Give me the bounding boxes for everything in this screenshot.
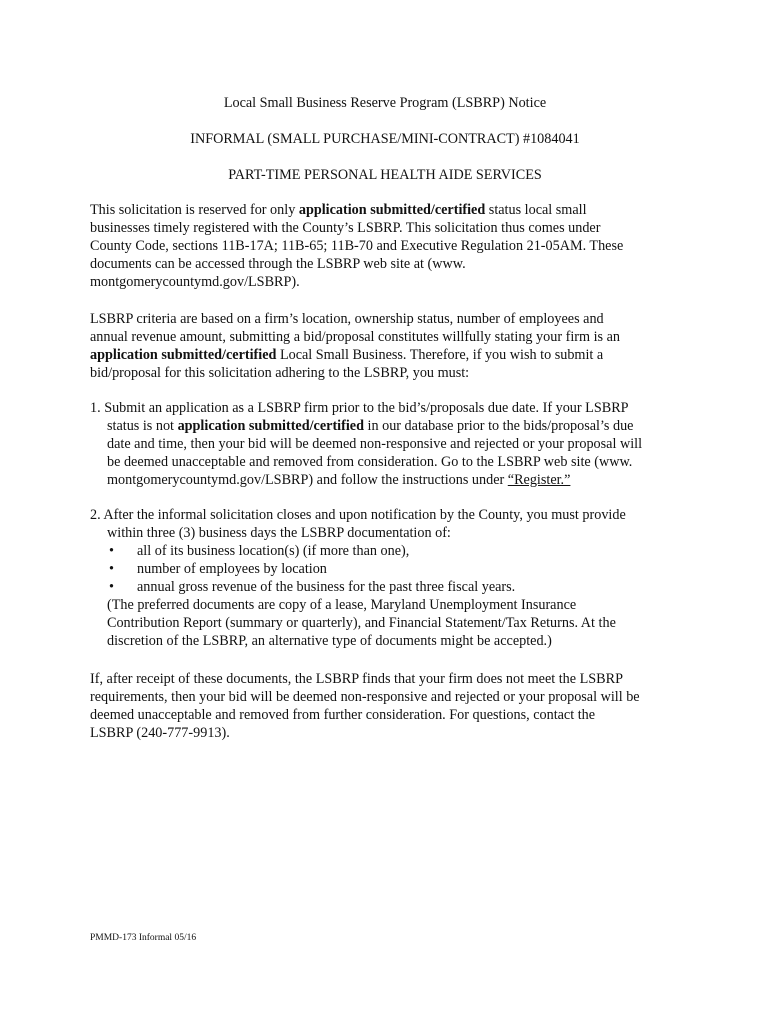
list-item	[90, 578, 626, 596]
text-line: 2. After the informal solicitation closes and upon notification by the County, you must provide	[90, 507, 626, 523]
text-run: status local small	[485, 202, 587, 218]
requirement-item-1	[90, 399, 642, 489]
text-line: County Code, sections 11B-17A; 11B-65; 11B-70 and Executive Regulation 21-05AM. These	[90, 238, 624, 254]
list-item-text: all of its business location(s) (if more than one),	[137, 543, 410, 559]
requirement-item-2	[90, 506, 626, 650]
text-line: Contribution Report (summary or quarterly), and Financial Statement/Tax Returns. At the	[107, 615, 616, 631]
intro-paragraph	[90, 201, 623, 291]
text-line: documents can be accessed through the LSBRP web site at (www.	[90, 256, 466, 272]
text-line: discretion of the LSBRP, an alternative type of documents might be accepted.)	[107, 633, 552, 649]
text-line: LSBRP criteria are based on a firm’s location, ownership status, number of employees and	[90, 311, 604, 327]
bullet-icon: •	[109, 543, 114, 559]
text-line: date and time, then your bid will be deemed non-responsive and rejected or your proposal will	[107, 436, 643, 452]
text-line: If, after receipt of these documents, the LSBRP finds that your firm does not meet the LSBRP	[90, 671, 623, 687]
bold-text: application submitted/certified	[298, 202, 486, 218]
document-title: Local Small Business Reserve Program (LSBRP) Notice	[223, 95, 547, 111]
text-line	[90, 346, 620, 364]
text-line: annual revenue amount, submitting a bid/proposal constitutes willfully stating your firm is an	[90, 329, 620, 345]
text-line	[90, 417, 642, 435]
contract-number: INFORMAL (SMALL PURCHASE/MINI-CONTRACT) #1084041	[190, 131, 580, 147]
list-item	[90, 542, 626, 560]
text-line: montgomerycountymd.gov/LSBRP).	[90, 274, 300, 290]
criteria-paragraph	[90, 310, 620, 382]
register-link[interactable]: “Register.”	[507, 472, 571, 488]
text-line	[90, 201, 623, 219]
text-run: This solicitation is reserved for only	[90, 202, 299, 218]
list-item	[90, 560, 626, 578]
bold-text: application submitted/certified	[90, 347, 277, 363]
bullet-icon: •	[109, 579, 114, 595]
text-line: requirements, then your bid will be deemed non-responsive and rejected or your proposal will be	[90, 689, 640, 705]
closing-paragraph	[90, 670, 640, 742]
text-run: montgomerycountymd.gov/LSBRP) and follow the instructions under	[107, 472, 508, 488]
form-footer: PMMD-173 Informal 05/16	[90, 933, 197, 943]
text-line: deemed unacceptable and removed from further consideration. For questions, contact the	[90, 707, 596, 723]
text-line	[90, 471, 642, 489]
text-line: bid/proposal for this solicitation adhering to the LSBRP, you must:	[90, 365, 470, 381]
bold-text: application submitted/certified	[177, 418, 364, 434]
text-line: (The preferred documents are copy of a lease, Maryland Unemployment Insurance	[107, 597, 577, 613]
list-item-text: annual gross revenue of the business for the past three fiscal years.	[137, 579, 516, 595]
text-run: in our database prior to the bids/proposal’s due	[363, 418, 634, 434]
text-line: 1. Submit an application as a LSBRP firm prior to the bid’s/proposals due date. If your LSBRP	[90, 400, 629, 416]
bullet-icon: •	[109, 561, 114, 577]
text-line: LSBRP (240-777-9913).	[90, 725, 230, 741]
list-item-text: number of employees by location	[137, 561, 327, 577]
text-line: be deemed unacceptable and removed from consideration. Go to the LSBRP web site (www.	[107, 454, 633, 470]
text-run: Local Small Business. Therefore, if you wish to submit a	[276, 347, 604, 363]
text-run: status is not	[107, 418, 178, 434]
text-line: businesses timely registered with the County’s LSBRP. This solicitation thus comes under	[90, 220, 601, 236]
service-title: PART-TIME PERSONAL HEALTH AIDE SERVICES	[228, 167, 542, 183]
text-line: within three (3) business days the LSBRP documentation of:	[107, 525, 451, 541]
